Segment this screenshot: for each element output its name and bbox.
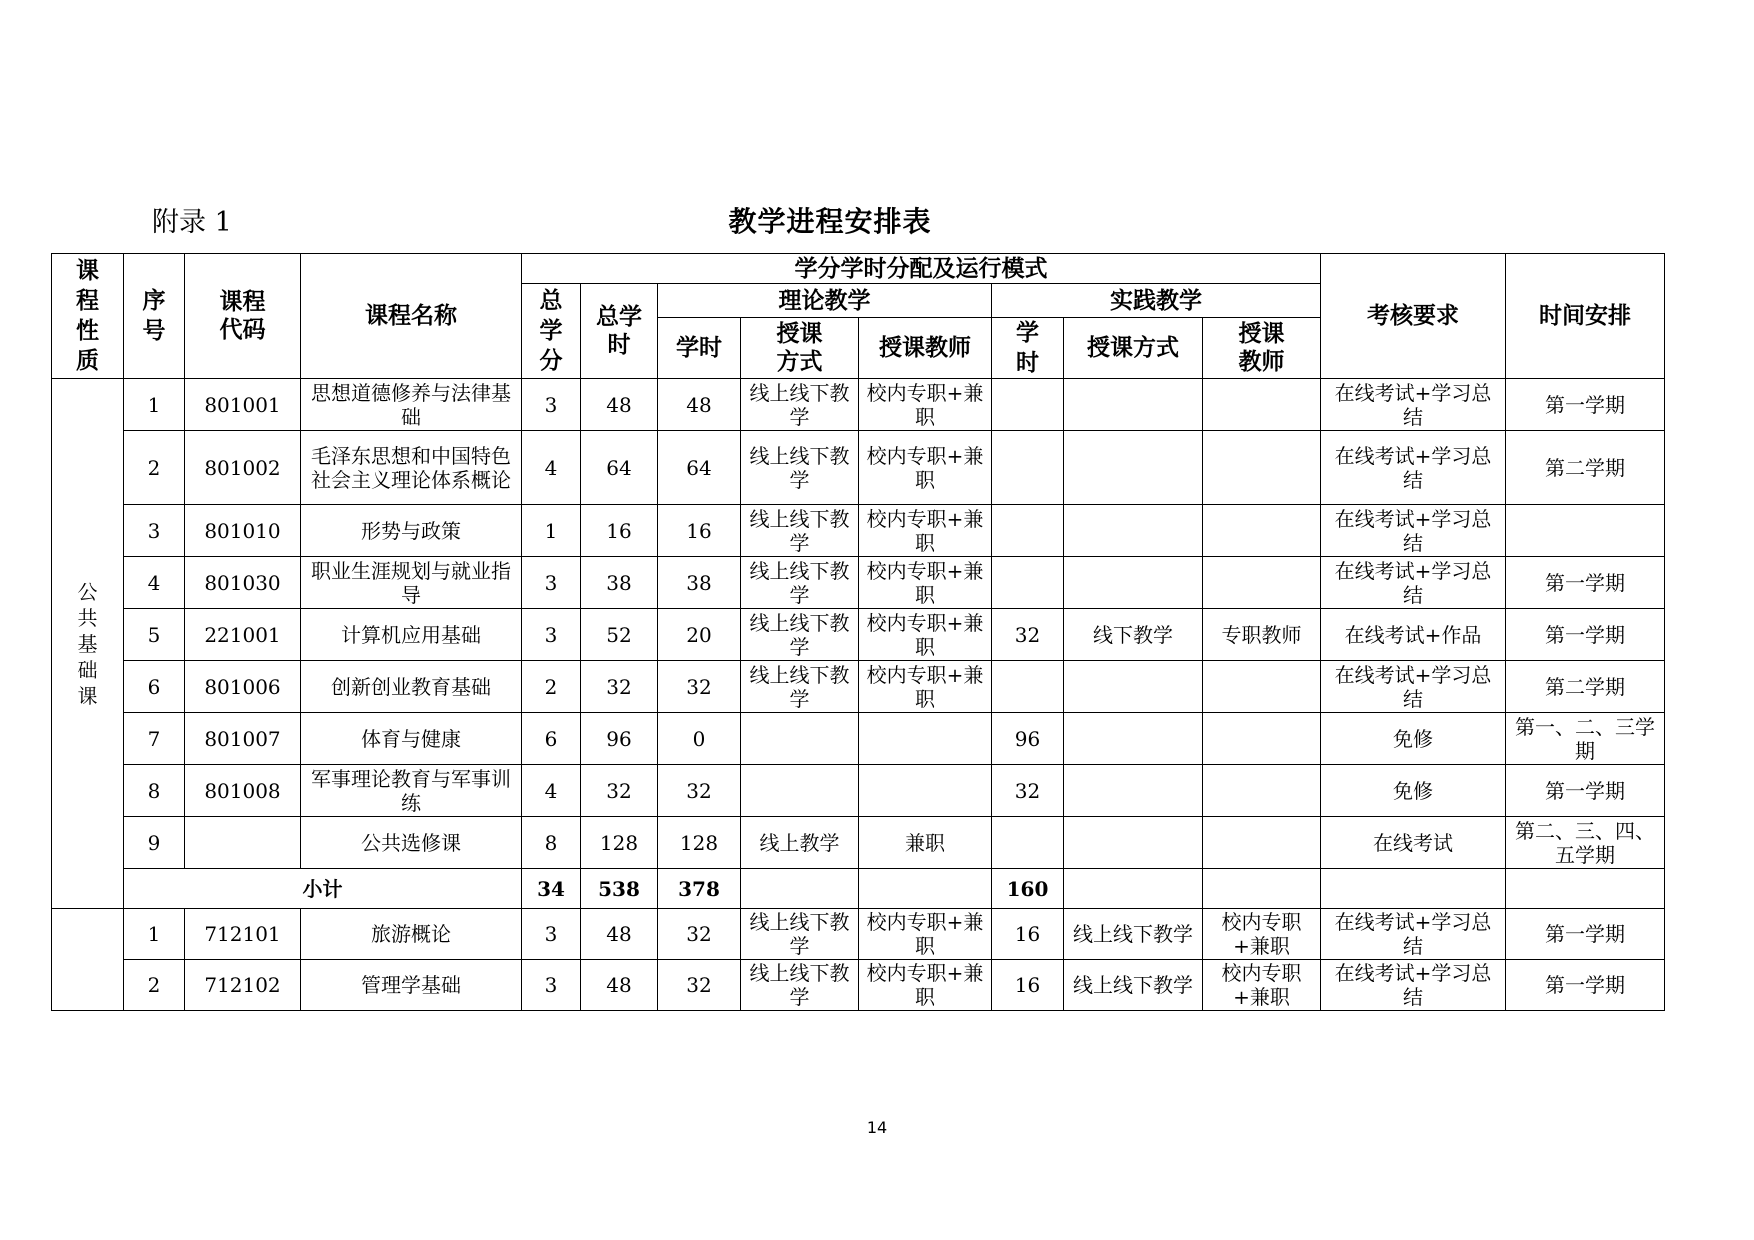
cell-name: 军事理论教育与军事训练	[301, 765, 522, 817]
cell-theory-teacher	[859, 713, 992, 765]
cell-practice-hours	[992, 431, 1064, 505]
cell-schedule: 第二学期	[1506, 661, 1665, 713]
cell-practice-mode	[1064, 431, 1203, 505]
cell-total-hours: 48	[581, 379, 658, 431]
cell-theory-teacher: 校内专职+兼职	[859, 505, 992, 557]
cell-practice-mode	[1064, 713, 1203, 765]
cell-practice-mode	[1064, 765, 1203, 817]
cell-total-hours: 48	[581, 909, 658, 960]
cell-total-hours: 32	[581, 661, 658, 713]
header-seq: 序号	[124, 254, 185, 379]
cell-theory-hours: 32	[658, 909, 741, 960]
cell-schedule: 第二学期	[1506, 431, 1665, 505]
cell-theory-hours: 16	[658, 505, 741, 557]
cell-credits: 3	[522, 609, 581, 661]
header-theory: 理论教学	[658, 284, 992, 318]
cell-code: 712102	[185, 960, 301, 1011]
cell-total-hours: 32	[581, 765, 658, 817]
table-row	[52, 817, 1665, 869]
header-assessment: 考核要求	[1321, 254, 1506, 379]
cell-name: 形势与政策	[301, 505, 522, 557]
cell-practice-teacher: 校内专职+兼职	[1203, 909, 1321, 960]
cell-theory-mode	[741, 765, 859, 817]
cell-theory-mode: 线上线下教学	[741, 505, 859, 557]
cell-name: 创新创业教育基础	[301, 661, 522, 713]
cell-seq: 4	[124, 557, 185, 609]
cell-total-hours: 64	[581, 431, 658, 505]
cell-theory-teacher: 校内专职+兼职	[859, 909, 992, 960]
cell-credits: 3	[522, 379, 581, 431]
table-row	[52, 765, 1665, 817]
header-row-1	[52, 254, 1665, 284]
cell-name: 体育与健康	[301, 713, 522, 765]
cell-practice-hours	[992, 505, 1064, 557]
cell-name: 职业生涯规划与就业指导	[301, 557, 522, 609]
cell-assessment: 免修	[1321, 713, 1506, 765]
subtotal-row	[52, 869, 1665, 909]
cell-theory-teacher: 校内专职+兼职	[859, 661, 992, 713]
cell-total-hours: 96	[581, 713, 658, 765]
cell-theory-mode: 线上线下教学	[741, 909, 859, 960]
cell-theory-hours: 32	[658, 960, 741, 1011]
cell-schedule: 第一学期	[1506, 909, 1665, 960]
subtotal-credits: 34	[522, 869, 581, 909]
cell-code: 221001	[185, 609, 301, 661]
schedule-table	[51, 253, 1665, 1011]
cell-seq: 2	[124, 960, 185, 1011]
document-title: 教学进程安排表	[728, 205, 932, 238]
cell-code: 801008	[185, 765, 301, 817]
header-total-hours: 总学时	[581, 284, 658, 379]
table-row	[52, 379, 1665, 431]
empty-cell	[741, 869, 859, 909]
cell-practice-hours	[992, 817, 1064, 869]
header-practice: 实践教学	[992, 284, 1321, 318]
cell-name: 计算机应用基础	[301, 609, 522, 661]
appendix-label: 附录 1	[152, 207, 232, 238]
cell-theory-teacher: 校内专职+兼职	[859, 960, 992, 1011]
cell-practice-hours: 96	[992, 713, 1064, 765]
cell-practice-mode	[1064, 505, 1203, 557]
cell-assessment: 在线考试+学习总结	[1321, 661, 1506, 713]
cell-assessment: 在线考试+作品	[1321, 609, 1506, 661]
cell-practice-hours	[992, 379, 1064, 431]
cell-practice-hours: 16	[992, 960, 1064, 1011]
cell-practice-hours: 32	[992, 765, 1064, 817]
cell-assessment: 在线考试	[1321, 817, 1506, 869]
cell-practice-teacher	[1203, 505, 1321, 557]
cell-theory-hours: 32	[658, 765, 741, 817]
empty-cell	[859, 869, 992, 909]
cell-assessment: 在线考试+学习总结	[1321, 960, 1506, 1011]
cell-seq: 2	[124, 431, 185, 505]
cell-theory-teacher: 校内专职+兼职	[859, 431, 992, 505]
cell-theory-mode: 线上线下教学	[741, 379, 859, 431]
header-code: 课程代码	[185, 254, 301, 379]
header-practice-hours: 学时	[992, 318, 1064, 379]
cell-practice-teacher: 校内专职+兼职	[1203, 960, 1321, 1011]
header-course-type: 课程性质	[52, 254, 124, 379]
cell-credits: 3	[522, 909, 581, 960]
subtotal-label: 小计	[124, 869, 522, 909]
cell-seq: 9	[124, 817, 185, 869]
table-row	[52, 661, 1665, 713]
cell-name: 管理学基础	[301, 960, 522, 1011]
cell-schedule	[1506, 505, 1665, 557]
cell-practice-teacher	[1203, 557, 1321, 609]
table-row	[52, 713, 1665, 765]
cell-schedule: 第一学期	[1506, 379, 1665, 431]
page-number: 14	[866, 1118, 888, 1137]
cell-seq: 3	[124, 505, 185, 557]
subtotal-theory-hours: 378	[658, 869, 741, 909]
table-row	[52, 431, 1665, 505]
table-row	[52, 909, 1665, 960]
cell-practice-hours: 32	[992, 609, 1064, 661]
header-alloc: 学分学时分配及运行模式	[522, 254, 1321, 284]
cell-credits: 2	[522, 661, 581, 713]
course-type-cell: 公共基础课	[52, 379, 124, 909]
cell-theory-mode: 线上线下教学	[741, 557, 859, 609]
table-row	[52, 557, 1665, 609]
cell-assessment: 在线考试+学习总结	[1321, 909, 1506, 960]
cell-credits: 3	[522, 960, 581, 1011]
cell-code: 801030	[185, 557, 301, 609]
header-practice-teacher: 授课教师	[1203, 318, 1321, 379]
cell-schedule: 第一、二、三学期	[1506, 713, 1665, 765]
cell-schedule: 第一学期	[1506, 557, 1665, 609]
cell-seq: 8	[124, 765, 185, 817]
cell-practice-teacher: 专职教师	[1203, 609, 1321, 661]
cell-assessment: 在线考试+学习总结	[1321, 505, 1506, 557]
cell-practice-mode	[1064, 557, 1203, 609]
header-theory-hours: 学时	[658, 318, 741, 379]
cell-assessment: 在线考试+学习总结	[1321, 557, 1506, 609]
cell-code: 801007	[185, 713, 301, 765]
cell-theory-mode: 线上线下教学	[741, 960, 859, 1011]
cell-total-hours: 128	[581, 817, 658, 869]
subtotal-practice-hours: 160	[992, 869, 1064, 909]
cell-theory-hours: 48	[658, 379, 741, 431]
cell-credits: 3	[522, 557, 581, 609]
cell-practice-mode: 线下教学	[1064, 609, 1203, 661]
cell-theory-hours: 38	[658, 557, 741, 609]
cell-theory-teacher: 校内专职+兼职	[859, 379, 992, 431]
cell-theory-hours: 20	[658, 609, 741, 661]
course-type-cell	[52, 909, 124, 1011]
cell-credits: 4	[522, 431, 581, 505]
cell-theory-teacher	[859, 765, 992, 817]
cell-theory-mode: 线上线下教学	[741, 431, 859, 505]
cell-code: 712101	[185, 909, 301, 960]
empty-cell	[1064, 869, 1203, 909]
cell-name: 毛泽东思想和中国特色社会主义理论体系概论	[301, 431, 522, 505]
cell-seq: 6	[124, 661, 185, 713]
cell-total-hours: 52	[581, 609, 658, 661]
cell-total-hours: 38	[581, 557, 658, 609]
table-row	[52, 505, 1665, 557]
cell-total-hours: 48	[581, 960, 658, 1011]
cell-code	[185, 817, 301, 869]
cell-practice-teacher	[1203, 431, 1321, 505]
cell-theory-hours: 32	[658, 661, 741, 713]
header-theory-mode: 授课方式	[741, 318, 859, 379]
cell-seq: 5	[124, 609, 185, 661]
table-row	[52, 609, 1665, 661]
cell-practice-teacher	[1203, 661, 1321, 713]
cell-practice-mode	[1064, 661, 1203, 713]
cell-credits: 8	[522, 817, 581, 869]
cell-theory-hours: 128	[658, 817, 741, 869]
cell-theory-mode	[741, 713, 859, 765]
cell-seq: 1	[124, 379, 185, 431]
cell-credits: 4	[522, 765, 581, 817]
cell-practice-mode	[1064, 379, 1203, 431]
header-theory-teacher: 授课教师	[859, 318, 992, 379]
cell-theory-hours: 0	[658, 713, 741, 765]
cell-practice-mode: 线上线下教学	[1064, 960, 1203, 1011]
cell-practice-teacher	[1203, 713, 1321, 765]
cell-code: 801010	[185, 505, 301, 557]
cell-practice-teacher	[1203, 817, 1321, 869]
cell-theory-mode: 线上教学	[741, 817, 859, 869]
cell-credits: 6	[522, 713, 581, 765]
empty-cell	[1506, 869, 1665, 909]
cell-name: 思想道德修养与法律基础	[301, 379, 522, 431]
cell-theory-teacher: 校内专职+兼职	[859, 557, 992, 609]
cell-assessment: 在线考试+学习总结	[1321, 431, 1506, 505]
cell-practice-teacher	[1203, 379, 1321, 431]
cell-schedule: 第一学期	[1506, 765, 1665, 817]
cell-code: 801002	[185, 431, 301, 505]
empty-cell	[1321, 869, 1506, 909]
cell-credits: 1	[522, 505, 581, 557]
cell-practice-hours	[992, 557, 1064, 609]
empty-cell	[1203, 869, 1321, 909]
cell-schedule: 第一学期	[1506, 960, 1665, 1011]
cell-code: 801006	[185, 661, 301, 713]
cell-assessment: 免修	[1321, 765, 1506, 817]
cell-name: 公共选修课	[301, 817, 522, 869]
subtotal-total-hours: 538	[581, 869, 658, 909]
cell-total-hours: 16	[581, 505, 658, 557]
cell-theory-hours: 64	[658, 431, 741, 505]
cell-name: 旅游概论	[301, 909, 522, 960]
header-total-credits: 总学分	[522, 284, 581, 379]
cell-theory-teacher: 校内专职+兼职	[859, 609, 992, 661]
cell-theory-teacher: 兼职	[859, 817, 992, 869]
header-schedule: 时间安排	[1506, 254, 1665, 379]
cell-practice-mode	[1064, 817, 1203, 869]
cell-theory-mode: 线上线下教学	[741, 661, 859, 713]
cell-schedule: 第二、三、四、五学期	[1506, 817, 1665, 869]
cell-seq: 1	[124, 909, 185, 960]
cell-assessment: 在线考试+学习总结	[1321, 379, 1506, 431]
cell-code: 801001	[185, 379, 301, 431]
header-practice-mode: 授课方式	[1064, 318, 1203, 379]
cell-theory-mode: 线上线下教学	[741, 609, 859, 661]
cell-practice-hours: 16	[992, 909, 1064, 960]
cell-schedule: 第一学期	[1506, 609, 1665, 661]
header-name: 课程名称	[301, 254, 522, 379]
table-row	[52, 960, 1665, 1011]
cell-practice-mode: 线上线下教学	[1064, 909, 1203, 960]
cell-practice-hours	[992, 661, 1064, 713]
cell-practice-teacher	[1203, 765, 1321, 817]
cell-seq: 7	[124, 713, 185, 765]
